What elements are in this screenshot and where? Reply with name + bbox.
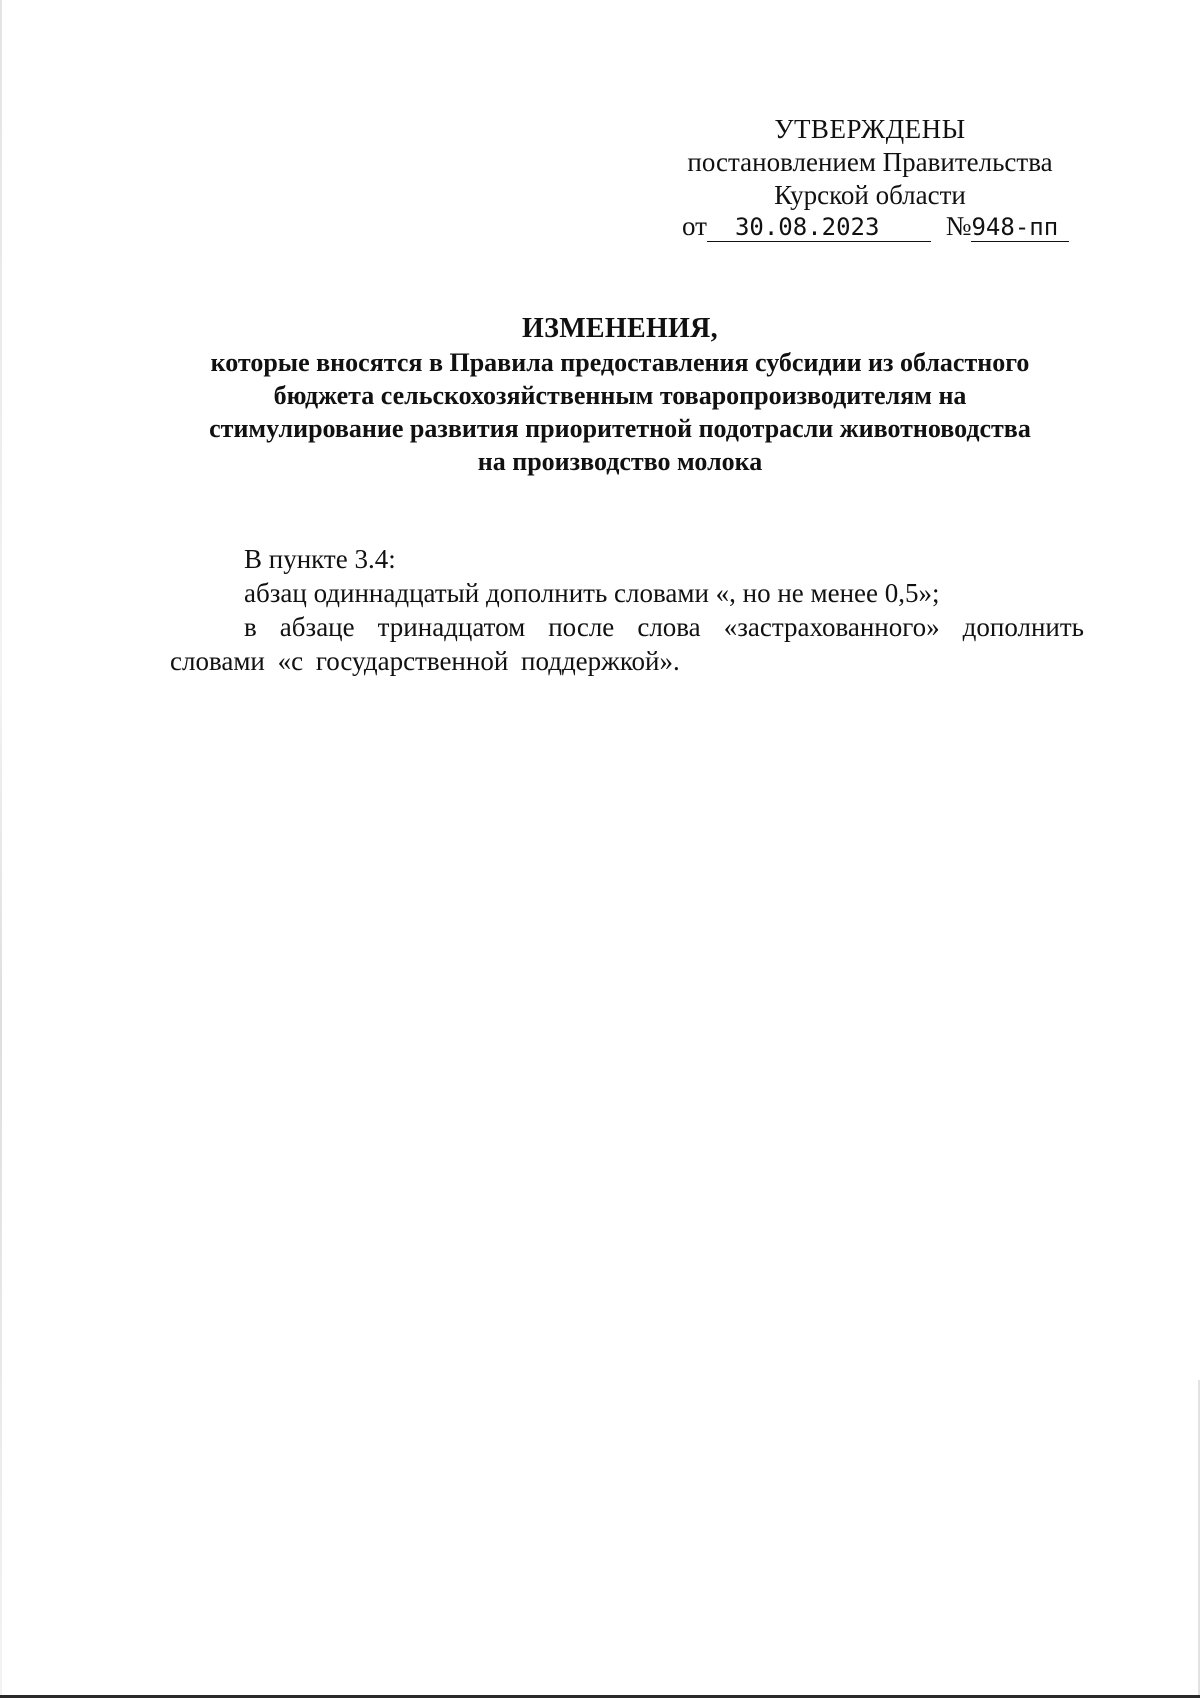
approval-date: 30.08.2023 — [707, 213, 931, 242]
heading-subtitle-line: на производство молока — [477, 447, 763, 476]
heading-subtitle-line: которые вносятся в Правила предоставления субсидии из областного — [210, 348, 1030, 377]
heading-subtitle — [160, 346, 1080, 478]
document-heading — [160, 312, 1080, 478]
date-prefix: от — [682, 211, 707, 241]
document-body — [170, 542, 1084, 678]
heading-title: ИЗМЕНЕНИЯ, — [522, 313, 718, 344]
approval-title: УТВЕРЖДЕНЫ — [774, 114, 966, 144]
approval-issuer: постановлением Правительства — [687, 147, 1053, 177]
approval-region: Курской области — [774, 180, 966, 210]
body-paragraph: абзац одиннадцатый дополнить словами «, но не менее 0,5»; — [244, 578, 940, 608]
heading-subtitle-line: бюджета сельскохозяйственным товаропроизводителям на — [273, 381, 967, 410]
heading-subtitle-line: стимулирование развития приоритетной подотрасли животноводства — [209, 414, 1031, 443]
approval-number: 948-пп — [971, 213, 1069, 242]
approval-block — [660, 113, 1080, 243]
scan-edge-left — [0, 0, 2, 1698]
body-paragraph: В пункте 3.4: — [244, 544, 396, 574]
approval-date-row — [660, 210, 1080, 243]
number-prefix: № — [945, 211, 972, 241]
body-paragraph: в абзаце тринадцатом после слова «застрахованного» дополнить словами «с государственной поддержкой». — [170, 612, 1084, 676]
